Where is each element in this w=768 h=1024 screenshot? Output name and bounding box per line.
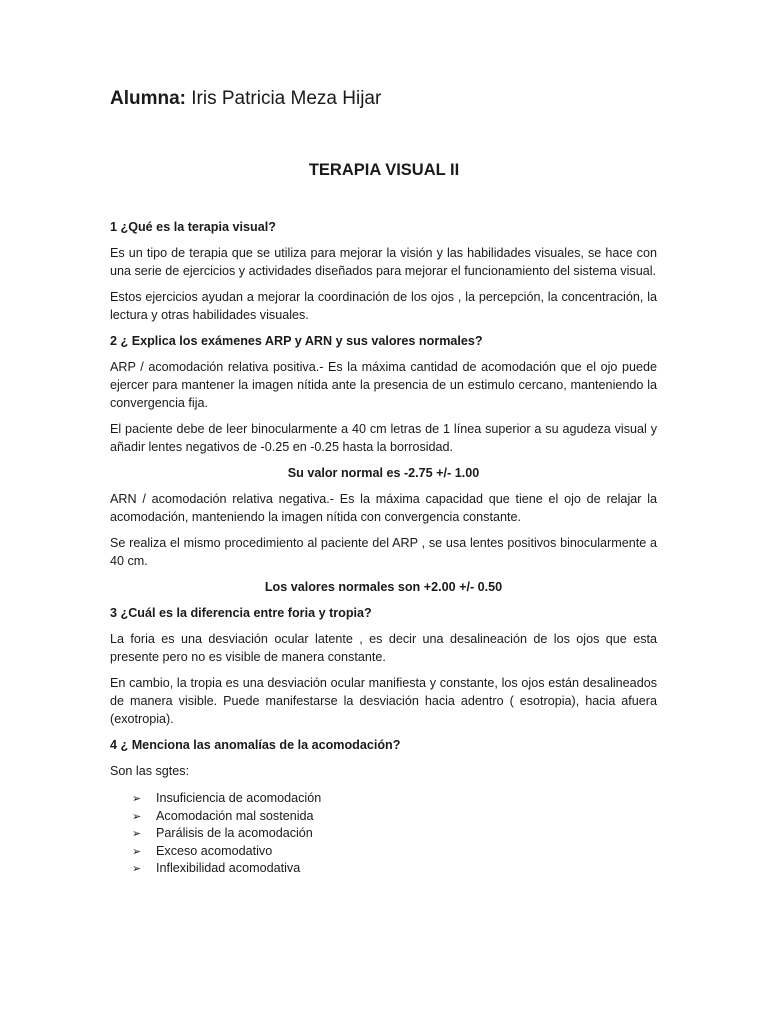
question-3-paragraph-2: En cambio, la tropia es una desviación ocular manifiesta y constante, los ojos están desalineados de manera visible. Puede manifestarse la desviación hacia adentro ( esotropia), hacia afuera (exotropia). — [110, 676, 657, 726]
page-title: TERAPIA VISUAL II — [308, 161, 460, 179]
question-4-heading: 4 ¿ Menciona las anomalías de la acomodación? — [110, 738, 401, 752]
list-item — [110, 808, 657, 826]
list-item-label: Parálisis de la acomodación — [156, 826, 313, 840]
student-label: Alumna: — [110, 88, 186, 109]
arrowhead-bullet-icon: ➢ — [132, 844, 142, 858]
list-item — [110, 860, 657, 878]
question-1-heading: 1 ¿Qué es la terapia visual? — [110, 220, 276, 234]
document-body — [110, 218, 657, 878]
arn-normal-value: Los valores normales son +2.00 +/- 0.50 — [264, 580, 503, 594]
arrowhead-bullet-icon: ➢ — [132, 809, 142, 823]
arp-definition: ARP / acomodación relativa positiva.- Es la máxima cantidad de acomodación que el ojo puede ejercer para mantener la imagen nítida ante la presencia de un estimulo cercano, manteniendo la convergencia fija. — [110, 360, 657, 410]
arp-normal-value: Su valor normal es -2.75 +/- 1.00 — [287, 466, 480, 480]
list-item-label: Acomodación mal sostenida — [156, 808, 314, 823]
arn-definition: ARN / acomodación relativa negativa.- Es la máxima capacidad que tiene el ojo de relajar la acomodación, manteniendo la imagen nítida con convergencia constante. — [110, 492, 657, 524]
arrowhead-bullet-icon: ➢ — [132, 827, 142, 840]
question-2-heading: 2 ¿ Explica los exámenes ARP y ARN y sus valores normales? — [110, 334, 483, 348]
arn-procedure: Se realiza el mismo procedimiento al paciente del ARP , se usa lentes positivos binocularmente a 40 cm. — [110, 536, 657, 568]
list-item-label: Exceso acomodativo — [156, 843, 273, 858]
list-item — [110, 825, 657, 843]
anomalies-list — [110, 790, 657, 878]
question-1-paragraph-1: Es un tipo de terapia que se utiliza para mejorar la visión y las habilidades visuales, se hace con una serie de ejercicios y actividades diseñados para mejorar el funcionamiento del sistema visual. — [110, 246, 657, 278]
arrowhead-bullet-icon: ➢ — [132, 792, 142, 805]
arp-procedure: El paciente debe de leer binocularmente a 40 cm letras de 1 línea superior a su agudeza visual y añadir lentes negativos de -0.25 en -0.25 hasta la borrosidad. — [110, 422, 657, 454]
question-4-intro: Son las sgtes: — [110, 764, 190, 778]
list-item-label: Inflexibilidad acomodativa — [156, 861, 301, 875]
question-1-paragraph-2: Estos ejercicios ayudan a mejorar la coordinación de los ojos , la percepción, la concentración, la lectura y otras habilidades visuales. — [110, 290, 657, 322]
list-item-label: Insuficiencia de acomodación — [156, 791, 322, 805]
arrowhead-bullet-icon: ➢ — [132, 862, 142, 875]
question-3-heading: 3 ¿Cuál es la diferencia entre foria y tropia? — [110, 606, 372, 620]
student-name: Iris Patricia Meza Hijar — [191, 88, 382, 109]
student-line — [110, 86, 381, 112]
question-3-paragraph-1: La foria es una desviación ocular latente , es decir una desalineación de los ojos que esta presente pero no es visible de manera constante. — [110, 632, 657, 664]
list-item — [110, 790, 657, 808]
list-item — [110, 843, 657, 861]
